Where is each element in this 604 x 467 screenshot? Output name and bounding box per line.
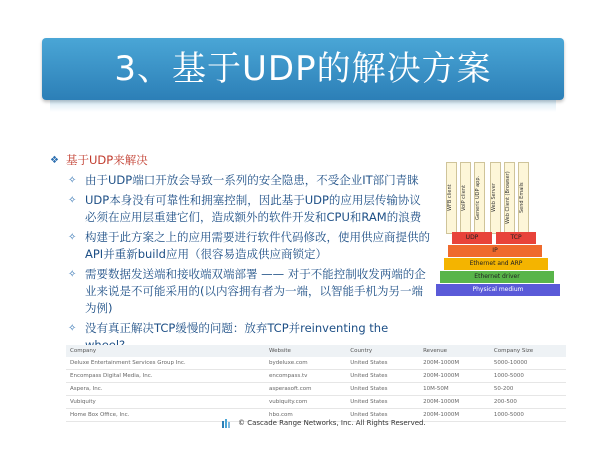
col-header: Revenue: [419, 345, 490, 357]
table-cell: 200-500: [490, 396, 566, 409]
table-cell: United States: [346, 409, 419, 422]
table-cell: 200M-1000M: [419, 396, 490, 409]
table-cell: asperasoft.com: [265, 383, 346, 396]
bullet-text: 需要数据发送端和接收端双端部署 —— 对于不能控制收发两端的企业来说是不可能采用的(以内容拥有者为一端，以智能手机为另一端为例): [85, 267, 426, 315]
bullet-level1: [50, 152, 430, 169]
col-header: Company Size: [490, 345, 566, 357]
table-cell: bydeluxe.com: [265, 357, 346, 370]
table-cell: 200M-1000M: [419, 370, 490, 383]
layer-ethernet-arp: Ethernet and ARP: [444, 258, 548, 270]
table-cell: 200M-1000M: [419, 409, 490, 422]
slide-title: 3、基于UDP的解决方案: [42, 38, 564, 100]
table-cell: vubiquity.com: [265, 396, 346, 409]
bullet-list: [50, 152, 430, 357]
app-column: Generic UDP app.: [474, 162, 485, 234]
table-cell: United States: [346, 396, 419, 409]
table-row: [66, 396, 566, 409]
diamond-bullet-icon: ❖: [50, 155, 59, 166]
table-cell: 5000-10000: [490, 357, 566, 370]
bullet-level2: [68, 192, 430, 226]
app-column: WFB client: [446, 162, 457, 234]
layer-ip: IP: [448, 245, 542, 257]
copyright-text: © Cascade Range Networks, Inc. All Rights Reserved.: [238, 419, 426, 427]
app-column: VoIP client: [460, 162, 471, 234]
bullet-level2: [68, 229, 430, 263]
table-row: [66, 370, 566, 383]
star-bullet-icon: ✧: [68, 323, 77, 334]
table-cell: 10M-50M: [419, 383, 490, 396]
table-cell: Vubiquity: [66, 396, 265, 409]
bullet-text: 基于UDP来解决: [66, 153, 148, 167]
table-cell: Aspera, Inc.: [66, 383, 265, 396]
app-column: Web Client (Browser): [504, 162, 515, 234]
col-header: Website: [265, 345, 346, 357]
table-cell: 50-200: [490, 383, 566, 396]
bullet-level2: [68, 266, 430, 317]
bullet-text: UDP本身没有可靠性和拥塞控制，因此基于UDP的应用层传输协议必须在应用层重建它们，造成额外的软件开发和CPU和RAM的浪费: [85, 193, 422, 224]
layer-udp: UDP: [452, 232, 492, 244]
layer-ethernet-driver: Ethernet driver: [440, 271, 554, 283]
col-header: Country: [346, 345, 419, 357]
table-cell: Encompass Digital Media, Inc.: [66, 370, 265, 383]
footer: [222, 418, 426, 428]
bullet-text: 由于UDP端口开放会导致一系列的安全隐患，不受企业IT部门青睐: [85, 173, 419, 187]
table-cell: 1000-5000: [490, 409, 566, 422]
table-cell: 1000-5000: [490, 370, 566, 383]
app-column: Web Server: [490, 162, 501, 234]
cascade-logo-icon: [222, 418, 232, 428]
table-cell: hbo.com: [265, 409, 346, 422]
table-header-row: [66, 345, 566, 357]
layer-tcp: TCP: [496, 232, 536, 244]
col-header: Company: [66, 345, 265, 357]
company-table: [66, 345, 566, 422]
table-row: [66, 383, 566, 396]
star-bullet-icon: ✧: [68, 175, 77, 186]
star-bullet-icon: ✧: [68, 232, 77, 243]
bullet-text: 没有真正解决TCP缓慢的问题：放弃TCP并reinventing the: [85, 321, 389, 335]
table-cell: United States: [346, 383, 419, 396]
table-cell: United States: [346, 370, 419, 383]
table-cell: Home Box Office, Inc.: [66, 409, 265, 422]
table-cell: United States: [346, 357, 419, 370]
table-cell: encompass.tv: [265, 370, 346, 383]
table-cell: Deluxe Entertainment Services Group Inc.: [66, 357, 265, 370]
layer-physical: Physical medium: [436, 284, 560, 296]
star-bullet-icon: ✧: [68, 195, 77, 206]
bullet-level2: [68, 172, 430, 189]
title-reflection: [50, 100, 556, 112]
star-bullet-icon: ✧: [68, 269, 77, 280]
table-cell: 200M-1000M: [419, 357, 490, 370]
app-column: Send Emails: [518, 162, 529, 234]
table-row: [66, 357, 566, 370]
bullet-text: 构建于此方案之上的应用需要进行软件代码修改，使用供应商提供的API并重新build应用（很容易造成供应商锁定）: [85, 230, 430, 261]
